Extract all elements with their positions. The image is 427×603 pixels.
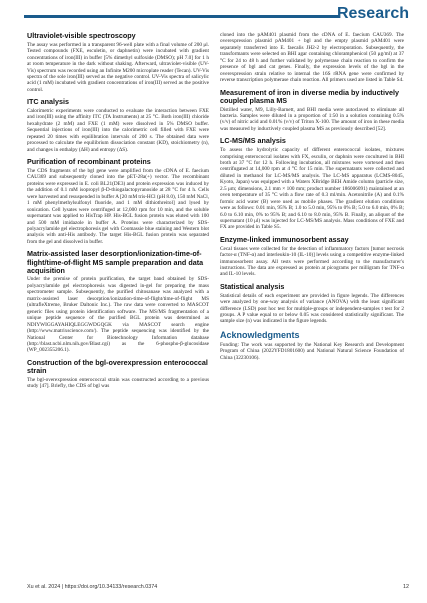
- section-body: Distilled water, M9, Lilly-Barnett, and BHI media were autoclaved to eliminate all bacteria. Samples were diluted in a proportion of 1:50 in a solution containing 0.5% (v/v) of nitric acid and 0.01% (v/v) of Triton X-100. The amount of iron in these media was measured by inductively coupled plasma MS as previously described [52].: [220, 106, 404, 132]
- section-heading: LC-MS/MS analysis: [220, 136, 286, 146]
- section-acknowledgments: [220, 330, 404, 361]
- section-body: The CDS fragments of the bgl gene were amplified from the cDNA of E. faecium CAU369 and subsequently cloned into the pET-28a(+) vector. The recombinant proteins were expressed in E. coli BL21(DE3) and protein expression was induced by the addition of 0.1 mM isopropyl β-D-thiogalactopyranoside at 28 °C for 4 h. Cells were harvested and resuspended in buffer A [20 mM tris-HCl (pH 8.0), 150 mM NaCl, 1 mM phenylmethylsulfonyl fluoride, and 1 mM dithiothreitol] and lysed by sonication. Cell lysates were centrifuged at 12,000 rpm for 10 min, and the soluble supernatant was applied to HisTrap HP. His-BGL fusion protein was eluted with 100 and 500 mM imidazole in buffer A. Proteins were characterized by SDS-polyacrylamide gel electrophoresis gel with Coomassie blue staining and Western blot analysis with anti-His antibody. The target His-BGL fusion protein was separated from the gel and dissolved in buffer.: [27, 167, 210, 245]
- acknowledgments-body: Funding: The work was supported by the National Key Research and Development Program of China (2022YFD1801600) and National Natural Science Foundation of China (32230106).: [220, 341, 404, 361]
- right-column: [220, 32, 404, 366]
- section-heading: ITC analysis: [27, 97, 69, 107]
- masthead-rule: [24, 15, 339, 18]
- section-statistics: [220, 283, 404, 325]
- section-heading: Measurement of iron in diverse media by inductively coupled plasma MS: [220, 87, 399, 105]
- journal-section-title: Research: [336, 5, 409, 22]
- page-footer: [27, 584, 409, 590]
- section-body: Under the premise of protein purification, the target band obtained by SDS-polyacrylamide gel electrophoresis was digested in-gel for preparing the mass spectrometer sample. Subsequently, the purified chitosanase was analyzed with a matrix-assisted laser desorption/ionization-time-of-flight/time-of-flight MS (ultrafleXtreme, Bruker Daltonic Inc.). The raw data were converted to MASCOT generic files using protein identification software. The MS/MS fragmentation of a unique peptide sequence of the purified BGL protein was determined as NDIYWIGGAYAHIQLEGGWDGQGK via MASCOT search engine (http://www.matrixscience.com/). The peptide sequencing was identified by the National Center for Biotechnology Information database (http://blast.ncbi.nlm.nih.gov/Blast.cgi) as the 6-phospho-β-glucosidase (WP_002355206.1).: [27, 276, 209, 354]
- section-lc-ms: [220, 137, 404, 231]
- section-body: Statistical details of each experiment are provided in figure legends. The differences were analyzed by one-way analysis of variance (ANOVA) with the least significant difference (LSD) post hoc test for multiple-groups or independent-samples t test for 2 groups. A P value equal to or below 0.05 was considered statistically significant. The sample size (n) was indicated in the figure legends.: [220, 292, 404, 325]
- acknowledgments-title: Acknowledgments: [220, 329, 300, 340]
- section-heading: Ultraviolet-visible spectroscopy: [27, 31, 136, 40]
- section-body: The assay was performed in a transparent 96-well plate with a final volume of 200 μl. Tested compounds (FXE, esculetin, or daphnetin) were incubated with gradient concentrations of iron(III) in buffer [5% dimethyl sulfoxide (DMSO); pH 7.0] for 1 h at room temperature in the dark without shaking. Afterward, ultraviolet-visible (UV-Vis) spectrum was recorded using an Infinite M200 microplate reader (Tecan). UV-Vis spectra of the sole iron(III) served as the negative control. UV-Vis spectra of salicylic acid (1 mM) incubated with gradient concentrations of iron(III) served as the positive control.: [27, 41, 209, 93]
- section-maldi: [27, 250, 209, 354]
- journal-masthead: [24, 6, 409, 22]
- section-bgl-continued: [220, 32, 404, 84]
- section-elisa: [220, 236, 404, 278]
- section-heading: Construction of the bgl-overexpression enterococcal strain: [27, 357, 208, 376]
- section-uv-vis: [27, 32, 209, 93]
- section-heading: Purification of recombinant proteins: [27, 157, 151, 167]
- section-body: Cecal tissues were collected for the detection of inflammatory factors [tumor necrosis factor-α (TNF-α) and interleukin-10 (IL-10)] levels using a competitive enzyme-linked immunosorbent assay. All tests were performed according to the manufacturer's instructions. The data are expressed as protein at picograms per milligram for TNF-α and IL-10 levels.: [220, 245, 404, 278]
- section-itc: [27, 98, 209, 153]
- section-purification: [27, 158, 209, 245]
- section-body: Calorimetric experiments were conducted to evaluate the interaction between FXE and iron(III) using the affinity ITC (TA Instruments) at 25 °C. Both iron(III) chloride hexahydrate (2 mM) and FXE (1 mM) were dissolved in 5% DMSO buffer. Sequential injections of iron(III) into the calorimetric cell filled with FXE were repeated 20 times with equilibration intervals of 200 s. The obtained data were processed to calculate the equilibrium dissociation constant (KD), stoichiometry (n), and changes in enthalpy (ΔH) and entropy (ΔS).: [27, 108, 209, 153]
- section-icp-ms: [220, 89, 404, 133]
- section-bgl-construction: [27, 359, 209, 390]
- section-heading: Enzyme-linked immunosorbent assay: [220, 234, 349, 244]
- section-heading: Matrix-assisted laser desorption/ionization-time-of-flight/time-of-flight MS sample preparation and data acquisition: [27, 249, 204, 275]
- section-heading: Statistical analysis: [220, 281, 285, 291]
- section-body: The bgl-overexpression enterococcal strain was constructed according to a previous study [47]. Briefly, the CDS of bgl was: [27, 376, 209, 390]
- page-number: 12: [403, 584, 409, 590]
- footer-citation: Xu et al. 2024 | https://doi.org/10.34133/research.0374: [27, 584, 158, 590]
- section-body: To assess the hydrolytic capacity of different enterococcal isolates, mixtures comprising enterococcal isolates with FX, esculin, or daphnin were cocultured in BHI broth at 37 °C for 12 h. Following incubation, all mixtures were vortexed and then centrifugated at 14,000 rpm at 4 °C for 15 min. The supernatants were collected and diluted in methanol for LC-MS/MS analysis. The LC-MS apparatus (LCMS-8045, Kyoto, Japan) was equipped with a Waters XBridge BEH Amide column (particle size, 2.5 μm; dimensions, 2.1 mm × 100 mm; product number 186006091) maintained at an oven temperature of 35 °C with a flow rate of 0.3 ml/min. Acetonitrile (A) and 0.1% formic acid water (B) were used as mobile phases. The gradient elution conditions were as follows: 0.01 min, 95% B; 1.0 to 5.0 min, 95% to 0% B; 5.0 to 6.0 min, 0% B; 6.0 to 6.10 min, 0% to 95% B; and 6.10 to 8.0 min, 95% B. Finally, an aliquot of the supernatant (10 μl) was injected for LC-MS/MS analysis. Mass conditions of FXE and FX are provided in Table S5.: [220, 147, 404, 231]
- left-column: [27, 32, 209, 395]
- section-body: cloned into the pAM401 plasmid from the cDNA of E. faecium CAU369. The overexpression plasmid pAM401 + bgl and the empty plasmid pAM401 were separately transferred into E. faecalis JH2-2 by electroporation. Subsequently, the transformants were selected on BHI agar containing chloramphenicol (50 μg/ml) at 37 °C for 24 to 48 h and further validated by polymerase chain reaction to confirm the presence of bgl and cat genes. Finally, the expression levels of the bgl in the overexpression strain relative to internal the 16S rRNA gene were confirmed by reverse transcription polymerase chain reaction. All primers used are listed in Table S4.: [220, 32, 404, 84]
